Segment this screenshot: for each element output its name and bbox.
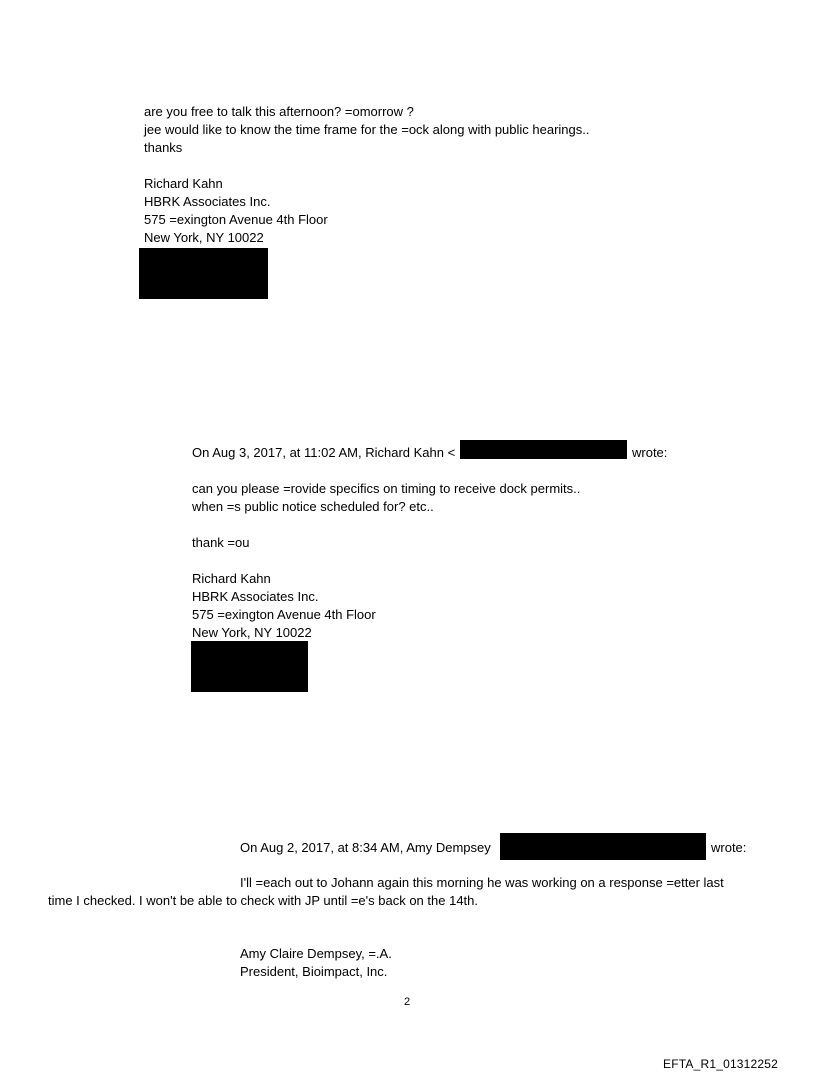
reply-header: On Aug 2, 2017, at 8:34 AM, Amy Dempsey	[240, 840, 491, 855]
message-line: thanks	[144, 140, 183, 155]
message-line: thank =ou	[192, 535, 250, 550]
redaction-box	[460, 440, 627, 459]
signature-address: 575 =exington Avenue 4th Floor	[144, 212, 328, 227]
reply-header-wrote: wrote:	[632, 445, 668, 460]
document-id: EFTA_R1_01312252	[663, 1057, 779, 1071]
signature-company: HBRK Associates Inc.	[192, 589, 319, 604]
message-line: can you please =rovide specifics on timing to receive dock permits..	[192, 481, 581, 496]
redaction-box	[139, 248, 268, 299]
signature-name: Richard Kahn	[144, 176, 223, 191]
message-line: when =s public notice scheduled for? etc..	[192, 499, 434, 514]
reply-header-text: On Aug 3, 2017, at 11:02 AM, Richard Kahn <	[192, 445, 456, 460]
reply-header-wrote: wrote:	[711, 840, 747, 855]
signature-company: HBRK Associates Inc.	[144, 194, 271, 209]
signature-address: 575 =exington Avenue 4th Floor	[192, 607, 376, 622]
redaction-box	[500, 833, 706, 860]
signature-city: New York, NY 10022	[192, 625, 312, 640]
signature-name: Amy Claire Dempsey, =.A.	[240, 946, 392, 961]
message-line: time I checked. I won't be able to check with JP until =e's back on the 14th.	[48, 893, 478, 908]
signature-city: New York, NY 10022	[144, 230, 264, 245]
reply-header	[192, 444, 455, 461]
message-line: I'll =each out to Johann again this morning he was working on a response =etter last	[240, 875, 724, 890]
signature-name: Richard Kahn	[192, 571, 271, 586]
redaction-box	[191, 641, 308, 692]
signature-title: President, Bioimpact, Inc.	[240, 964, 388, 979]
message-line: are you free to talk this afternoon? =omorrow ?	[144, 104, 414, 119]
page-number: 2	[404, 996, 411, 1008]
message-line: jee would like to know the time frame for the =ock along with public hearings..	[144, 122, 590, 137]
